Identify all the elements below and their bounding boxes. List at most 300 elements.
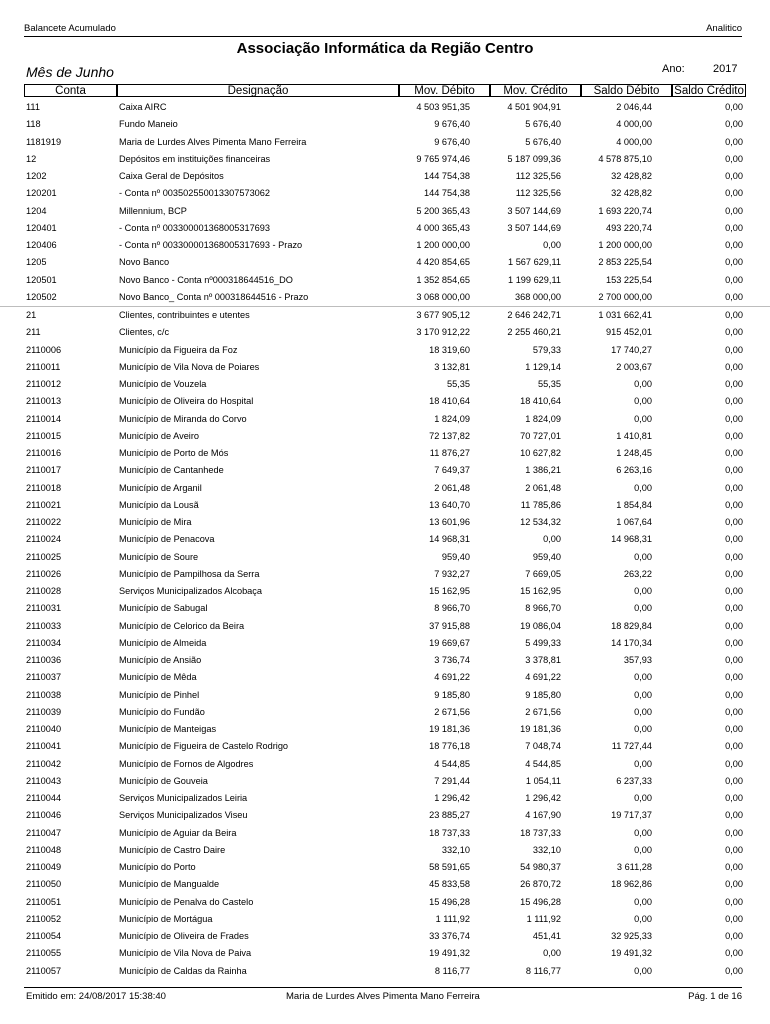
saldo-debito-value: 11 727,44: [611, 741, 652, 752]
account-code: 2110042: [26, 758, 62, 769]
mov-debito-value: 11 876,27: [429, 448, 470, 458]
saldo-debito-value: 1 854,84: [616, 499, 652, 510]
saldo-credito-value: 0,00: [725, 879, 743, 890]
saldo-debito-value: 17 740,27: [611, 344, 652, 355]
mov-credito-value: 451,41: [532, 931, 561, 941]
account-code: 2110047: [26, 827, 62, 838]
mov-credito-value: 112 325,56: [515, 188, 561, 199]
saldo-credito-value: 0,00: [725, 862, 743, 872]
account-designation: Município de Mangualde: [119, 879, 220, 890]
table-row: [0, 911, 770, 928]
saldo-credito-value: 0,00: [725, 724, 743, 734]
mov-credito-value: 2 671,56: [525, 706, 561, 717]
account-code: 2110031: [26, 603, 62, 614]
account-designation: Município de Pampilhosa da Serra: [119, 568, 260, 579]
saldo-credito-value: 0,00: [725, 188, 743, 199]
saldo-debito-value: 14 968,31: [611, 534, 652, 545]
table-row: [0, 531, 770, 548]
saldo-credito-value: 0,00: [725, 102, 743, 112]
saldo-credito-value: 0,00: [725, 274, 743, 285]
saldo-debito-value: 357,93: [623, 655, 652, 665]
mov-debito-value: 55,35: [447, 379, 470, 389]
saldo-credito-value: 0,00: [725, 205, 743, 216]
mov-credito-value: 5 676,40: [525, 119, 561, 130]
account-designation: - Conta nº 00350255001330757306​2: [119, 188, 271, 199]
mov-credito-value: 5 676,40: [525, 136, 561, 147]
saldo-credito-value: 0,00: [725, 153, 743, 164]
account-code: 2110037: [26, 672, 62, 683]
account-designation: Município de Fornos de Algodres: [119, 758, 254, 769]
account-designation: Município de Ansião: [119, 655, 202, 665]
mov-debito-value: 33 376,74: [429, 931, 470, 941]
saldo-credito-value: 0,00: [725, 931, 743, 941]
mov-debito-value: 4 420 854,65: [416, 257, 470, 268]
account-designation: Município do Porto: [119, 862, 196, 872]
mov-debito-value: 7 932,27: [434, 568, 470, 579]
saldo-debito-value: 2 046,44: [616, 102, 652, 112]
saldo-debito-value: 263,22: [623, 568, 652, 579]
saldo-credito-value: 0,00: [725, 586, 743, 596]
table-row: [0, 116, 770, 133]
table-row: [0, 480, 770, 497]
mov-debito-value: 1 296,42: [434, 793, 470, 803]
table-row: [0, 411, 770, 428]
account-code: 2110050: [26, 879, 62, 890]
saldo-debito-value: 0,00: [634, 724, 652, 734]
account-table: [0, 99, 770, 980]
mov-debito-value: 15 162,95: [429, 586, 470, 596]
saldo-debito-value: 0,00: [634, 413, 652, 424]
mov-credito-value: 54 980,37: [520, 862, 561, 872]
table-row: [0, 773, 770, 790]
saldo-debito-value: 3 611,28: [616, 862, 652, 872]
mov-debito-value: 18 737,33: [429, 827, 470, 838]
account-code: 2110033: [26, 620, 62, 631]
mov-debito-value: 23 885,27: [429, 810, 470, 821]
mov-credito-value: 18 410,64: [520, 396, 561, 407]
saldo-credito-value: 0,00: [725, 499, 743, 510]
account-code: 2110055: [26, 948, 62, 959]
saldo-debito-value: 1 410,81: [616, 430, 652, 441]
mov-debito-value: 8 966,70: [434, 603, 470, 614]
mov-debito-value: 3 170 912,22: [416, 327, 470, 338]
account-designation: Clientes, contribuintes e utentes: [119, 310, 250, 320]
account-code: 12: [26, 153, 37, 164]
saldo-debito-value: 153 225,54: [606, 274, 652, 285]
account-code: 2110039: [26, 706, 62, 717]
saldo-debito-value: 493 220,74: [606, 222, 652, 233]
account-code: 1205: [26, 257, 47, 268]
account-code: 2110041: [26, 741, 62, 752]
mov-credito-value: 579,33: [532, 344, 561, 355]
saldo-debito-value: 1 067,64: [616, 517, 652, 527]
mov-debito-value: 9 676,40: [434, 119, 470, 130]
saldo-debito-value: 0,00: [634, 482, 652, 493]
account-code: 2110049: [26, 862, 62, 872]
column-header-mov-credito: Mov. Crédito: [490, 84, 581, 97]
table-row: [0, 134, 770, 151]
account-code: 2110021: [26, 499, 62, 510]
table-row: [0, 704, 770, 721]
account-code: 211: [26, 327, 41, 338]
column-header-mov-debito: Mov. Débito: [399, 84, 490, 97]
account-code: 2110011: [26, 361, 61, 372]
account-designation: Município de Manteigas: [119, 724, 217, 734]
mov-credito-value: 1 054,11: [525, 775, 561, 786]
account-designation: Serviços Municipalizados Leiria: [119, 793, 248, 803]
table-row: [0, 393, 770, 410]
table-row: [0, 963, 770, 980]
account-code: 120502: [26, 291, 57, 302]
account-designation: Município de Almeida: [119, 637, 207, 648]
account-code: 120401: [26, 222, 57, 233]
page-footer: [24, 987, 742, 1002]
account-code: 120501: [26, 274, 57, 285]
account-designation: Município de Pinhel: [119, 689, 200, 700]
column-header-saldo-debito: Saldo Débito: [581, 84, 672, 97]
table-row: [0, 220, 770, 237]
table-row: [0, 428, 770, 445]
table-row: [0, 618, 770, 635]
mov-debito-value: 3 068 000,00: [416, 291, 470, 302]
saldo-debito-value: 0,00: [634, 758, 652, 769]
saldo-debito-value: 1 031 662,41: [598, 310, 652, 320]
table-row: [0, 721, 770, 738]
saldo-debito-value: 915 452,01: [606, 327, 652, 338]
mov-debito-value: 13 640,70: [429, 499, 470, 510]
mov-debito-value: 18 319,60: [429, 344, 470, 355]
saldo-debito-value: 0,00: [634, 672, 652, 683]
mov-debito-value: 15 496,28: [429, 896, 470, 907]
table-row: [0, 272, 770, 289]
mov-debito-value: 5 200 365,43: [416, 205, 470, 216]
table-row: [0, 652, 770, 669]
saldo-debito-value: 19 717,37: [611, 810, 652, 821]
mov-credito-value: 1 567 629,11: [508, 257, 561, 268]
mov-debito-value: 58 591,65: [429, 862, 470, 872]
saldo-credito-value: 0,00: [725, 896, 743, 907]
mov-debito-value: 2 061,48: [434, 482, 470, 493]
saldo-credito-value: 0,00: [725, 430, 743, 441]
table-row: [0, 168, 770, 185]
table-row: [0, 462, 770, 479]
saldo-debito-value: 18 962,86: [611, 879, 652, 890]
account-designation: Serviços Municipalizados Alcobaça: [119, 586, 262, 596]
mov-debito-value: 144 754,38: [424, 188, 470, 199]
table-row: [0, 738, 770, 755]
table-row: [0, 254, 770, 271]
saldo-credito-value: 0,00: [725, 948, 743, 959]
mov-debito-value: 959,40: [441, 551, 470, 562]
saldo-debito-value: 2 003,67: [616, 361, 652, 372]
saldo-debito-value: 0,00: [634, 586, 652, 596]
mov-credito-value: 15 496,28: [520, 896, 561, 907]
saldo-credito-value: 0,00: [725, 465, 743, 476]
account-code: 2110038: [26, 689, 62, 700]
account-code: 2110051: [26, 896, 62, 907]
saldo-debito-value: 32 925,33: [611, 931, 652, 941]
account-designation: Município de Sabugal: [119, 603, 208, 614]
saldo-credito-value: 0,00: [725, 965, 743, 976]
saldo-credito-value: 0,00: [725, 827, 743, 838]
report-name: Balancete Acumulado: [24, 23, 116, 34]
account-code: 111: [26, 102, 40, 112]
account-designation: - Conta nº 0033000013680053176​93 - Prazo: [119, 240, 303, 250]
mov-debito-value: 19 491,32: [429, 948, 470, 959]
mov-credito-value: 4 167,90: [525, 810, 561, 821]
saldo-debito-value: 0,00: [634, 706, 652, 717]
account-code: 1181919: [26, 136, 62, 147]
account-designation: Município de Oliveira de Frades: [119, 931, 249, 941]
account-code: 1204: [26, 205, 47, 216]
mov-debito-value: 19 669,67: [429, 637, 470, 648]
saldo-credito-value: 0,00: [725, 291, 743, 302]
mov-credito-value: 5 499,33: [525, 637, 561, 648]
account-designation: Município de Vila Nova de Paiva: [119, 948, 252, 959]
account-designation: Caixa AIRC: [119, 102, 167, 112]
mov-credito-value: 368 000,00: [515, 291, 561, 302]
mov-debito-value: 14 968,31: [429, 534, 470, 545]
account-designation: Município de Mortágua: [119, 913, 213, 924]
account-code: 2110018: [26, 482, 62, 493]
saldo-credito-value: 0,00: [725, 568, 743, 579]
mov-debito-value: 3 132,81: [434, 361, 470, 372]
saldo-debito-value: 0,00: [634, 965, 652, 976]
saldo-credito-value: 0,00: [725, 689, 743, 700]
account-code: 2110013: [26, 396, 62, 407]
table-row: [0, 203, 770, 220]
page-number: Pág. 1 de 16: [688, 991, 742, 1002]
mov-credito-value: 1 386,21: [525, 465, 561, 476]
mov-credito-value: 1 129,14: [525, 361, 561, 372]
period-label: Mês de Junho: [26, 64, 114, 80]
account-code: 2110044: [26, 793, 62, 803]
account-designation: Município de Cantanhede: [119, 465, 224, 476]
saldo-credito-value: 0,00: [725, 257, 743, 268]
account-designation: - Conta nº 0033000013680053176​93: [119, 222, 271, 233]
column-header-designacao: Designação: [117, 84, 399, 97]
mov-credito-value: 0,00: [543, 240, 561, 250]
saldo-debito-value: 0,00: [634, 844, 652, 855]
account-code: 2110040: [26, 724, 62, 734]
saldo-debito-value: 32 428,82: [611, 188, 652, 199]
mov-debito-value: 7 649,37: [434, 465, 470, 476]
mov-credito-value: 19 181,36: [520, 724, 561, 734]
table-row: [0, 445, 770, 462]
mov-credito-value: 0,00: [543, 948, 561, 959]
saldo-debito-value: 0,00: [634, 551, 652, 562]
saldo-debito-value: 0,00: [634, 793, 652, 803]
mov-credito-value: 1 824,09: [525, 413, 561, 424]
table-row: [0, 669, 770, 686]
account-designation: Município de Castro Daire: [119, 844, 226, 855]
mov-debito-value: 1 352 854,65: [416, 274, 470, 285]
saldo-debito-value: 2 853 225,54: [598, 257, 652, 268]
account-designation: Município de Oliveira do Hospital: [119, 396, 254, 407]
saldo-credito-value: 0,00: [725, 310, 743, 320]
account-designation: Município de Soure: [119, 551, 199, 562]
mov-debito-value: 1 111,92: [435, 913, 470, 924]
mov-credito-value: 0,00: [543, 534, 561, 545]
saldo-debito-value: 2 700 000,00: [598, 291, 652, 302]
account-designation: Município de Porto de Mós: [119, 448, 229, 458]
saldo-credito-value: 0,00: [725, 741, 743, 752]
column-header-conta: Conta: [24, 84, 117, 97]
saldo-credito-value: 0,00: [725, 793, 743, 803]
saldo-credito-value: 0,00: [725, 775, 743, 786]
report-top-bar: [24, 22, 742, 37]
mov-credito-value: 332,10: [532, 844, 561, 855]
mov-debito-value: 1 200 000,00: [416, 240, 470, 250]
year-label: Ano:: [662, 63, 685, 75]
table-row: [0, 185, 770, 202]
mov-debito-value: 9 676,40: [434, 136, 470, 147]
table-row: [0, 790, 770, 807]
account-code: 2110012: [26, 379, 62, 389]
mov-credito-value: 12 534,32: [520, 517, 561, 527]
table-row: [0, 876, 770, 893]
mov-credito-value: 55,35: [538, 379, 561, 389]
mov-debito-value: 4 000 365,43: [416, 222, 470, 233]
saldo-credito-value: 0,00: [725, 136, 743, 147]
account-code: 2110014: [26, 413, 62, 424]
report-type: Analitico: [706, 23, 742, 34]
mov-debito-value: 332,10: [441, 844, 470, 855]
mov-credito-value: 19 086,04: [520, 620, 561, 631]
table-row: [0, 859, 770, 876]
mov-debito-value: 18 776,18: [429, 741, 470, 752]
account-designation: Município do Fundão: [119, 706, 205, 717]
account-designation: Município de Arganil: [119, 482, 202, 493]
mov-credito-value: 2 061,48: [525, 482, 561, 493]
saldo-debito-value: 0,00: [634, 396, 652, 407]
account-code: 2110036: [26, 655, 62, 665]
account-code: 118: [26, 119, 41, 130]
table-row: [0, 549, 770, 566]
account-code: 2110022: [26, 517, 62, 527]
account-designation: Novo Banco: [119, 257, 170, 268]
saldo-debito-value: 0,00: [634, 379, 652, 389]
saldo-credito-value: 0,00: [725, 240, 743, 250]
mov-credito-value: 3 378,81: [525, 655, 561, 665]
mov-debito-value: 3 677 905,12: [416, 310, 470, 320]
mov-credito-value: 4 691,22: [525, 672, 561, 683]
table-row: [0, 756, 770, 773]
saldo-debito-value: 19 491,32: [611, 948, 652, 959]
mov-debito-value: 4 544,85: [434, 758, 470, 769]
mov-credito-value: 7 048,74: [525, 741, 561, 752]
table-row: [0, 376, 770, 393]
saldo-credito-value: 0,00: [725, 222, 743, 233]
mov-debito-value: 8 116,77: [434, 965, 470, 976]
mov-credito-value: 8 116,77: [525, 965, 561, 976]
account-designation: Município de Aguiar da Beira: [119, 827, 237, 838]
saldo-debito-value: 0,00: [634, 689, 652, 700]
account-designation: Município de Miranda do Corvo: [119, 413, 247, 424]
mov-credito-value: 112 325,56: [515, 171, 561, 181]
account-code: 2110016: [26, 448, 62, 458]
saldo-credito-value: 0,00: [725, 517, 743, 527]
mov-credito-value: 4 544,85: [525, 758, 561, 769]
saldo-debito-value: 4 000,00: [616, 136, 652, 147]
mov-credito-value: 26 870,72: [520, 879, 561, 890]
account-code: 2110006: [26, 344, 62, 355]
mov-credito-value: 959,40: [532, 551, 561, 562]
saldo-credito-value: 0,00: [725, 913, 743, 924]
saldo-debito-value: 6 237,33: [616, 775, 652, 786]
saldo-credito-value: 0,00: [725, 396, 743, 407]
mov-credito-value: 8 966,70: [525, 603, 561, 614]
saldo-credito-value: 0,00: [725, 171, 743, 181]
account-code: 120406: [26, 240, 57, 250]
account-code: 2110054: [26, 931, 62, 941]
mov-credito-value: 3 507 144,69: [507, 205, 561, 216]
account-code: 2110025: [26, 551, 62, 562]
saldo-credito-value: 0,00: [725, 637, 743, 648]
mov-credito-value: 2 255 460,21: [507, 327, 561, 338]
table-row: [0, 894, 770, 911]
mov-debito-value: 13 601,96: [429, 517, 470, 527]
saldo-debito-value: 32 428,82: [611, 171, 652, 181]
table-row: [0, 237, 770, 254]
saldo-credito-value: 0,00: [725, 534, 743, 545]
mov-credito-value: 1 296,42: [525, 793, 561, 803]
mov-debito-value: 7 291,44: [434, 775, 470, 786]
saldo-debito-value: 0,00: [634, 896, 652, 907]
mov-credito-value: 10 627,82: [520, 448, 561, 458]
table-row: [0, 807, 770, 824]
account-designation: Município de Aveiro: [119, 430, 200, 441]
mov-debito-value: 19 181,36: [429, 724, 470, 734]
account-designation: Depósitos em instituições financeiras: [119, 153, 271, 164]
mov-credito-value: 15 162,95: [520, 586, 561, 596]
account-designation: Novo Banco_ Conta nº 000318644516 - Prazo: [119, 291, 309, 302]
account-designation: Maria de Lurdes Alves Pimenta Mano Ferreira: [119, 136, 307, 147]
account-designation: Município de Vouzela: [119, 379, 207, 389]
mov-debito-value: 37 915,88: [429, 620, 470, 631]
account-code: 2110052: [26, 913, 62, 924]
saldo-credito-value: 0,00: [725, 810, 743, 821]
account-designation: Município de Vila Nova de Poiares: [119, 361, 260, 372]
saldo-credito-value: 0,00: [725, 361, 743, 372]
table-row: [0, 342, 770, 359]
saldo-debito-value: 0,00: [634, 827, 652, 838]
saldo-debito-value: 4 578 875,10: [598, 153, 652, 164]
organization-title: Associação Informática da Região Centro: [236, 40, 534, 57]
account-designation: Município de Mêda: [119, 672, 197, 683]
table-row: [0, 842, 770, 859]
mov-credito-value: 3 507 144,69: [507, 222, 561, 233]
saldo-credito-value: 0,00: [725, 620, 743, 631]
account-designation: Clientes, c/c: [119, 327, 170, 338]
mov-credito-value: 11 785,86: [520, 499, 561, 510]
mov-credito-value: 2 646 242,71: [507, 310, 561, 320]
account-code: 2110046: [26, 810, 62, 821]
table-row: [0, 514, 770, 531]
column-header-saldo-credito: Saldo Crédito: [672, 84, 746, 97]
account-code: 2110043: [26, 775, 62, 786]
account-code: 2110057: [26, 965, 62, 976]
saldo-debito-value: 0,00: [634, 913, 652, 924]
account-code: 2110028: [26, 586, 62, 596]
saldo-credito-value: 0,00: [725, 482, 743, 493]
table-row: [0, 151, 770, 168]
mov-debito-value: 4 691,22: [434, 672, 470, 683]
saldo-credito-value: 0,00: [725, 379, 743, 389]
mov-debito-value: 4 503 951,35: [416, 102, 470, 112]
mov-debito-value: 144 754,38: [424, 171, 470, 181]
mov-debito-value: 2 671,56: [434, 706, 470, 717]
